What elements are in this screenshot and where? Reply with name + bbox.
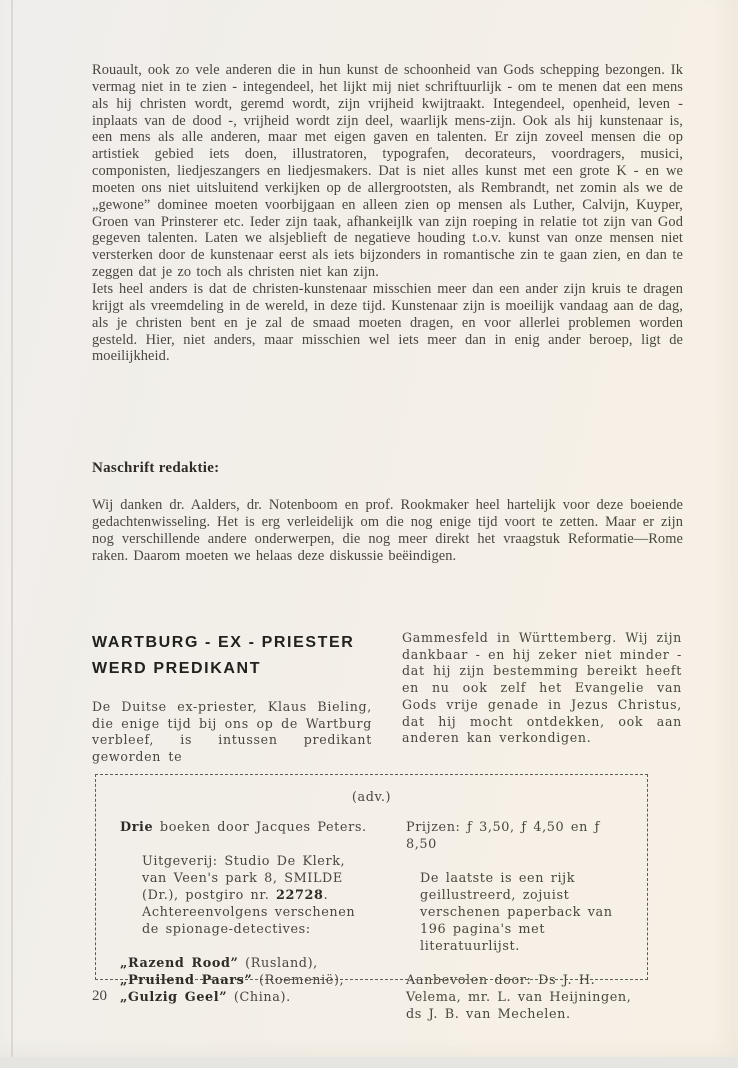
wartburg-right-column (402, 630, 682, 766)
naschrift-heading: Naschrift redaktie: (92, 460, 220, 476)
scan-bottom-edge (0, 1057, 738, 1068)
advert-book-titles: „Razend Rood” (Rusland), „Pruilend Paars” (Roemenië), „Gulzig Geel” (China). (120, 956, 345, 1005)
advert-intro: Drie boeken door Jacques Peters. (120, 820, 367, 835)
page-edge-line (11, 0, 13, 1068)
wartburg-heading-line1: WARTBURG - EX - PRIESTER (92, 634, 355, 651)
wartburg-left-column (92, 630, 372, 766)
naschrift-paragraph: Wij danken dr. Aalders, dr. Notenboom en prof. Rookmaker heel hartelijk voor deze boeiende gedachtenwisseling. Het is erg verleidelijk om die nog enige tijd voort te zetten. Maar er zijn nog verschillende andere onderwerpen, die nog meer direkt het vraagstuk Reformatie—Rome raken. Daarom moeten we helaas deze diskussie beëindigen. (92, 497, 683, 564)
article-paragraph-1: Rouault, ook zo vele anderen die in hun kunst de schoonheid van Gods schepping bezongen. Ik vermag niet in te zien - integendeel, het lijkt mij niet schriftuurlijk - om te menen dat een mens als hij christen wordt, geremd wordt, zijn vrijheid kwijtraakt. Integendeel, openheid, leven - inplaats van de dood -, vrijheid wordt zijn deel, waarlijk mens-zijn. Ook als hij kunstenaar is, een mens als alle anderen, maar met eigen gaven en talenten. Er zijn zoveel mensen die op artistiek gebied iets doen, illustratoren, typografen, decorateurs, voordragers, musici, componisten, liedjeszangers en liedjesmakers. Dat is niet alles kunst met een grote K - en we moeten ons niet uitsluitend verkijken op de allergrootsten, als Rembrandt, net zomin als we de „gewone” dominee moeten voorbijgaan en alleen zien op mensen als Luther, Calvijn, Kuyper, Groen van Prinsterer etc. Ieder zijn taak, afhankeijlk van zijn roeping in relatie tot zijn van God gegeven talenten. Laten we alsjeblieft de negatieve houding t.o.v. kunst van onze mensen niet versterken door de kunstenaar eerst als iets bijzonders in romantische zin te gaan zien, en dan te zeggen dat je zo toch als christen niet kan zijn. (92, 62, 683, 281)
wartburg-section (92, 630, 683, 766)
wartburg-heading (92, 630, 372, 682)
article-paragraph-2: Iets heel anders is dat de christen-kunstenaar misschien meer dan een ander zijn kruis te dragen krijgt als vreemdeling in de wereld, in deze tijd. Kunstenaar zijn is moeilijk vandaag aan de dag, als je christen bent en je zal de smaad moeten dragen, en voor allerlei problemen worden gesteld. Hier, niet anders, maar misschien wel iets meer dan in enig ander beroep, ligt de moeilijkheid. (92, 280, 683, 365)
advert-publisher-info: Uitgeverij: Studio De Klerk, van Veen's park 8, SMILDE (Dr.), postgiro nr. 22728. Achtereenvolgens verschenen de spionage-detectives: (142, 854, 356, 937)
page-number: 20 (92, 988, 107, 1004)
advert-recommendations: Aanbevolen door: Ds J. H. Velema, mr. L. van Heijningen, ds J. B. van Mechelen. (406, 973, 632, 1022)
wartburg-heading-line2: WERD PREDIKANT (92, 660, 262, 677)
advert-prices: Prijzen: ƒ 3,50, ƒ 4,50 en ƒ 8,50 (406, 820, 600, 852)
main-article (92, 62, 683, 365)
wartburg-right-text: Gammesfeld in Württemberg. Wij zijn dankbaar - en hij zeker niet minder - dat hij zijn bestemming bereikt heeft en nu ook zelf het Evangelie van Gods vrije genade in Jezus Christus, dat hij mocht ontdekken, ook aan anderen kan verkondigen. (402, 630, 682, 746)
wartburg-left-text: De Duitse ex-priester, Klaus Bieling, die enige tijd bij ons op de Wartburg verbleef, is intussen predikant geworden te (92, 699, 372, 765)
advert-label: (adv.) (351, 790, 392, 805)
advert-description: De laatste is een rijk geillustreerd, zojuist verschenen paperback van 196 pagina's met literatuurlijst. (420, 871, 613, 954)
